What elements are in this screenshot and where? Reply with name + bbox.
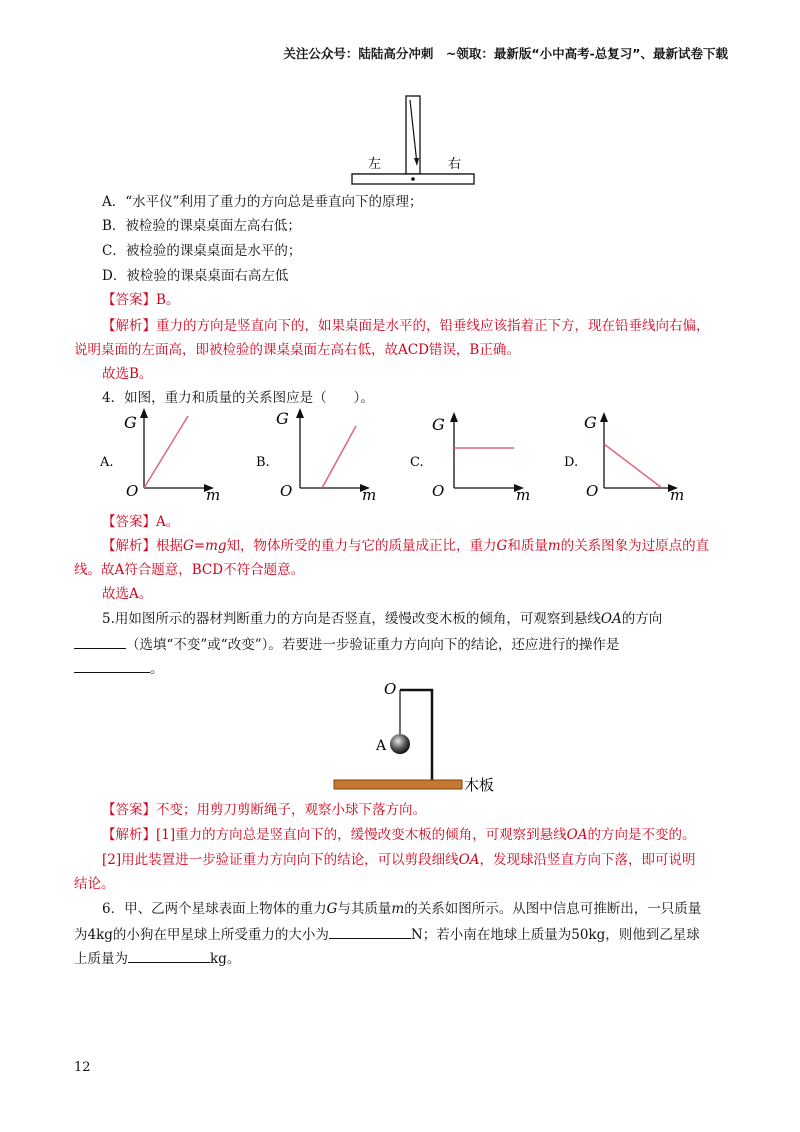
svg-text:O: O xyxy=(432,482,445,500)
level-figure xyxy=(348,92,478,188)
svg-text:G: G xyxy=(124,413,137,432)
q5-explanation-line1: 【解析】[1]重力的方向总是竖直向下的，缓慢改变木板的倾角，可观察到悬线OA的方向是不变的。 xyxy=(102,827,696,843)
graph-b-line xyxy=(322,426,356,488)
svg-text:m: m xyxy=(670,486,685,504)
graph-c-label: C. xyxy=(410,455,424,470)
q4-graphs xyxy=(90,404,710,506)
svg-text:G: G xyxy=(432,415,445,434)
q3-answer: 【答案】B。 xyxy=(102,292,180,308)
q3-option-a: A．“水平仪”利用了重力的方向总是垂直向下的原理； xyxy=(102,194,423,210)
q6-line2: 为4kg的小狗在甲星球上所受重力的大小为 N；若小南在地球上质量为50kg，则他到乙星球 xyxy=(74,924,700,945)
label-left: 左 xyxy=(368,157,382,172)
board-label: 木板 xyxy=(464,776,495,794)
wooden-board xyxy=(334,780,462,789)
ball xyxy=(390,734,410,754)
q5-explanation-line3: 结论。 xyxy=(74,876,115,892)
graph-d xyxy=(564,412,684,504)
q4-explanation-line2: 线。故A符合题意，BCD不符合题意。 xyxy=(74,562,305,578)
label-right: 右 xyxy=(448,157,462,172)
svg-text:O: O xyxy=(280,482,293,500)
q4-selection: 故选A。 xyxy=(102,586,153,602)
svg-text:O: O xyxy=(586,482,599,500)
point-o-label: O xyxy=(384,680,397,698)
q3-explanation-line2: 说明桌面的左面高，即被检验的课桌桌面左高右低，故ACD错误，B正确。 xyxy=(74,342,520,358)
q3-option-b: B．被检验的课桌桌面左高右低； xyxy=(102,218,301,234)
graph-a-label: A. xyxy=(100,455,114,470)
q6-line1: 6．甲、乙两个星球表面上物体的重力G与其质量m的关系如图所示。从图中信息可推断出，一只质量 xyxy=(102,901,702,917)
svg-text:m: m xyxy=(206,486,221,504)
svg-text:m: m xyxy=(516,486,531,504)
q5-blank-1[interactable] xyxy=(74,634,126,649)
page-number: 12 xyxy=(74,1060,91,1075)
q5-stem-line1: 5.用如图所示的器材判断重力的方向是否竖直，缓慢改变木板的倾角，可观察到悬线OA的方向 xyxy=(102,611,663,627)
q5-answer: 【答案】不变；用剪刀剪断绳子，观察小球下落方向。 xyxy=(102,802,426,818)
q6-line3: 上质量为 kg。 xyxy=(74,948,240,969)
graph-b xyxy=(256,408,376,504)
svg-text:O: O xyxy=(126,482,139,500)
page-header: 关注公众号：陆陆高分冲刺 ~领取：最新版“小中高考-总复习”、最新试卷下载 xyxy=(283,46,728,61)
q5-explanation-line2: [2]用此装置进一步验证重力方向向下的结论，可以剪段细线OA，发现球沿竖直方向下落，即可说明 xyxy=(102,852,696,868)
q3-option-c: C．被检验的课桌桌面是水平的； xyxy=(102,243,302,259)
q5-stem-line3: 。 xyxy=(74,658,164,679)
q6-blank-1[interactable] xyxy=(329,924,411,939)
q6-blank-2[interactable] xyxy=(128,948,210,963)
svg-text:m: m xyxy=(362,486,377,504)
q4-stem: 4．如图，重力和质量的关系图应是（ ）。 xyxy=(102,390,374,406)
pendulum-figure xyxy=(330,676,510,798)
q3-selection: 故选B。 xyxy=(102,366,153,382)
q4-explanation-line1: 【解析】根据G=mg知，物体所受的重力与它的质量成正比，重力G和质量m的关系图象为过原点的直 xyxy=(102,538,710,554)
graph-d-label: D. xyxy=(564,455,579,470)
graph-a xyxy=(99,408,220,504)
svg-text:G: G xyxy=(584,413,597,432)
q4-answer: 【答案】A。 xyxy=(102,514,180,530)
q5-stem-line2: （选填“不变”或“改变”）。若要进一步验证重力方向向下的结论，还应进行的操作是 xyxy=(74,634,619,655)
graph-d-line xyxy=(604,444,662,488)
graph-a-line xyxy=(144,416,188,488)
q5-blank-2[interactable] xyxy=(74,658,150,673)
svg-text:G: G xyxy=(276,409,289,428)
graph-b-label: B. xyxy=(256,455,270,470)
q3-explanation-line1: 【解析】重力的方向是竖直向下的，如果桌面是水平的，铅垂线应该指着正下方，现在铅垂线向右偏， xyxy=(102,318,710,334)
q3-option-d: D．被检验的课桌桌面右高左低 xyxy=(102,268,289,284)
graph-c xyxy=(410,412,530,504)
point-a-label: A xyxy=(376,738,387,754)
